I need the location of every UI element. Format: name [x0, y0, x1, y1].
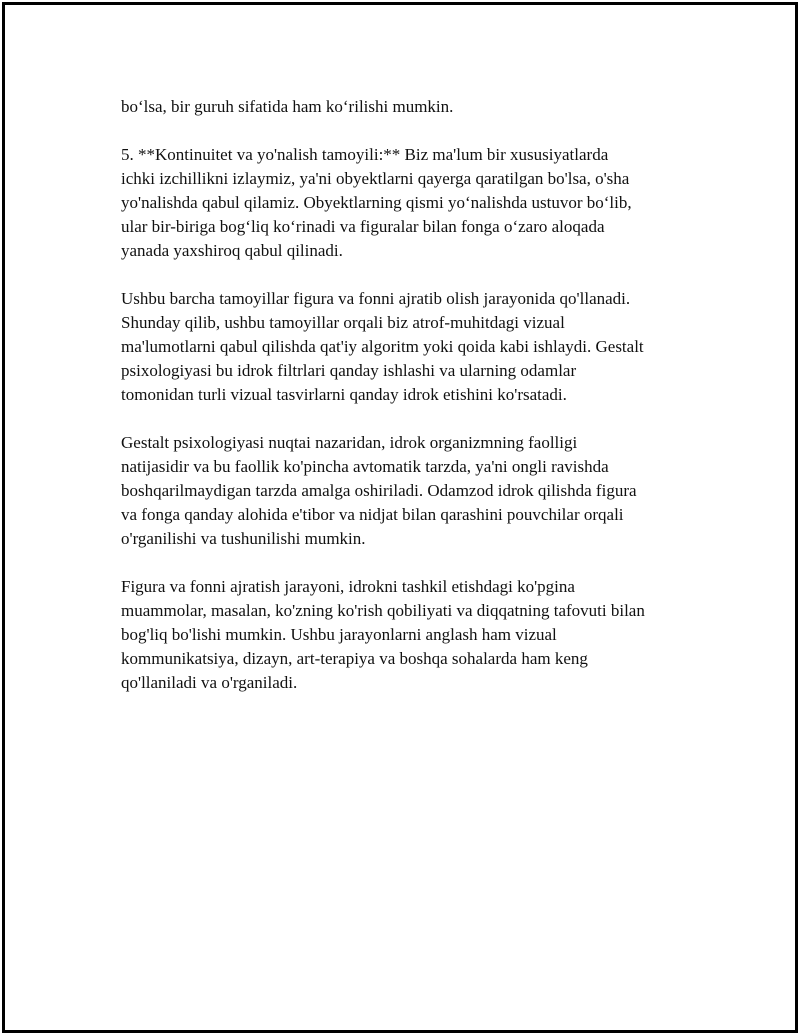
document-body: [121, 95, 701, 719]
paragraph-figure-ground-applications: Figura va fonni ajratish jarayoni, idrokni tashkil etishdagi ko'pgina muammolar, masalan, ko'zning ko'rish qobiliyati va diqqatning tafovuti bilan bog'liq bo'lishi mumkin. Ushbu jarayonlarni anglash ham vizual kommunikatsiya, dizayn, art-terapiya va boshqa sohalarda ham keng qo'llaniladi va o'rganiladi.: [121, 577, 645, 692]
paragraph-gestalt-perception: Gestalt psixologiyasi nuqtai nazaridan, idrok organizmning faolligi natijasidir va bu faollik ko'pincha avtomatik tarzda, ya'ni ongli ravishda boshqarilmaydigan tarzda amalga oshiriladi. Odamzod idrok qilishda figura va fonga qanday alohida e'tibor va nidjat bilan qarashini pouvchilar orqali o'rganilishi va tushunilishi mumkin.: [121, 433, 637, 548]
paragraph-continuation: bo‘lsa, bir guruh sifatida ham ko‘rilishi mumkin.: [121, 97, 454, 116]
paragraph-figure-ground-principles: Ushbu barcha tamoyillar figura va fonni ajratib olish jarayonida qo'llanadi. Shunday qilib, ushbu tamoyillar orqali biz atrof-muhitdagi vizual ma'lumotlarni qabul qilishda qat'iy algoritm yoki qoida kabi ishlaydi. Gestalt psixologiyasi bu idrok filtrlari qanday ishlashi va ularning odamlar tomonidan turli vizual tasvirlarni qanday idrok etishini ko'rsatadi.: [121, 289, 644, 404]
paragraph-continuity-principle: 5. **Kontinuitet va yo'nalish tamoyili:** Biz ma'lum bir xususiyatlarda ichki izchillikni izlaymiz, ya'ni obyektlarni qayerga qaratilgan bo'lsa, o'sha yo'nalishda qabul qilamiz. Obyektlarning qismi yo‘nalishda ustuvor bo‘lib, ular bir-biriga bog‘liq ko‘rinadi va figuralar bilan fonga o‘zaro aloqada yanada yaxshiroq qabul qilinadi.: [121, 145, 632, 260]
document-page: [2, 2, 798, 1033]
